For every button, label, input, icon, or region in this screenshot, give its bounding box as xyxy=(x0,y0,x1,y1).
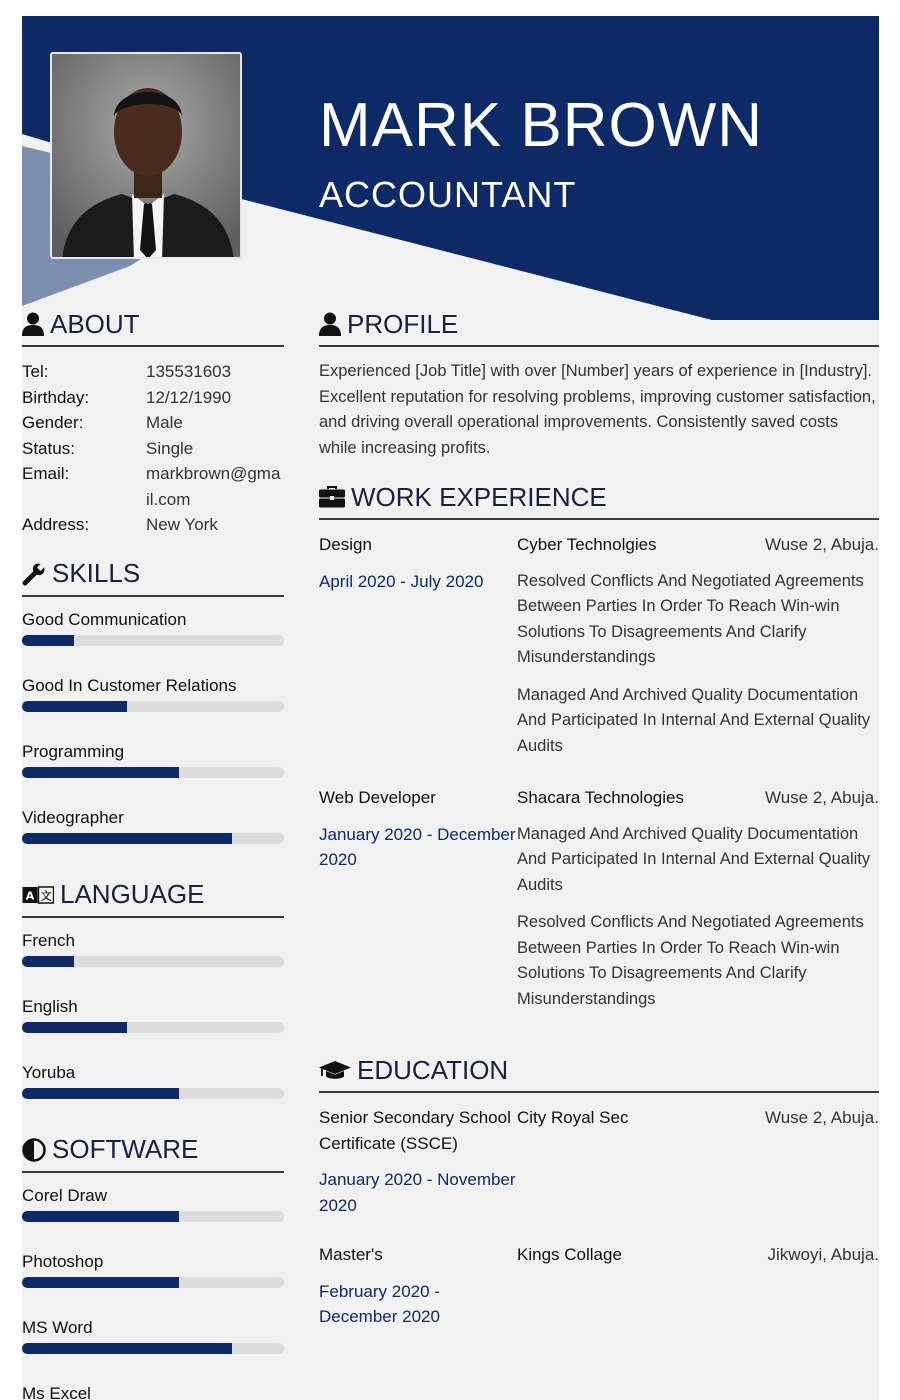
education-school: City Royal Sec xyxy=(517,1108,629,1127)
software-label: Corel Draw xyxy=(22,1185,108,1205)
skill-level-fill xyxy=(22,833,232,844)
briefcase-icon xyxy=(319,486,345,508)
job-right xyxy=(517,532,879,759)
contrast-icon xyxy=(22,1138,46,1162)
skill-level-fill xyxy=(22,635,74,646)
about-row xyxy=(22,461,284,512)
language-heading-text: LANGUAGE xyxy=(60,879,205,909)
user-icon xyxy=(22,312,44,336)
software-level-bar xyxy=(22,1211,284,1222)
skill-item xyxy=(22,807,284,859)
work-section xyxy=(319,479,879,1012)
about-value: Male xyxy=(146,413,183,432)
software-heading-text: SOFTWARE xyxy=(52,1134,199,1164)
skill-level-fill xyxy=(22,767,179,778)
job-dates: January 2020 - December 2020 xyxy=(319,824,516,869)
job-company: Cyber Technolgies xyxy=(517,535,657,554)
software-level-fill xyxy=(22,1277,179,1288)
about-key: Email: xyxy=(22,464,70,483)
skills-heading xyxy=(22,556,284,597)
education-degree: Master's xyxy=(319,1245,383,1264)
language-icon xyxy=(22,885,54,905)
profile-section xyxy=(319,306,879,461)
software-level-fill xyxy=(22,1343,232,1354)
job-dates: April 2020 - July 2020 xyxy=(319,571,484,591)
job-location: Wuse 2, Abuja. xyxy=(764,535,879,554)
language-level-fill xyxy=(22,1022,127,1033)
skill-label: Programming xyxy=(22,741,125,761)
software-label: Photoshop xyxy=(22,1251,104,1271)
profile-photo xyxy=(50,52,242,259)
software-spacer xyxy=(22,1288,284,1303)
language-level-fill xyxy=(22,1088,179,1099)
svg-text:A: A xyxy=(25,889,35,902)
about-row xyxy=(22,410,284,436)
about-key: Status: xyxy=(22,438,75,458)
software-list xyxy=(22,1185,284,1400)
education-right xyxy=(517,1105,879,1218)
education-location: Wuse 2, Abuja. xyxy=(764,1108,879,1127)
education-entry xyxy=(319,1105,879,1218)
software-item xyxy=(22,1185,284,1237)
language-label: English xyxy=(22,996,78,1016)
skill-level-bar xyxy=(22,635,284,646)
software-level-bar xyxy=(22,1343,284,1354)
education-school-line xyxy=(517,1242,879,1268)
profile-heading xyxy=(319,306,879,347)
education-dates: February 2020 - December 2020 xyxy=(319,1281,440,1326)
job-company: Shacara Technologies xyxy=(517,788,684,807)
skills-section xyxy=(22,556,284,859)
skill-label: Good In Customer Relations xyxy=(22,675,237,695)
about-row xyxy=(22,436,284,462)
education-left xyxy=(319,1242,517,1330)
job-left xyxy=(319,532,517,759)
job-left xyxy=(319,785,517,1012)
left-column xyxy=(22,306,284,1400)
about-key: Tel: xyxy=(22,362,49,381)
language-section xyxy=(22,877,284,1114)
work-heading xyxy=(319,479,879,520)
job-role: Web Developer xyxy=(319,788,436,807)
about-value: 135531603 xyxy=(146,362,232,381)
software-level-fill xyxy=(22,1211,179,1222)
right-column xyxy=(319,306,879,1330)
skill-spacer xyxy=(22,646,284,661)
job-entry xyxy=(319,785,879,1012)
language-spacer xyxy=(22,1033,284,1048)
about-section xyxy=(22,306,284,538)
skill-level-bar xyxy=(22,701,284,712)
skill-item xyxy=(22,675,284,727)
language-level-fill xyxy=(22,956,74,967)
about-key: Birthday: xyxy=(22,387,90,407)
skills-heading-text: SKILLS xyxy=(52,558,141,588)
software-item xyxy=(22,1317,284,1369)
software-item xyxy=(22,1383,284,1400)
software-spacer xyxy=(22,1222,284,1237)
language-level-bar xyxy=(22,1022,284,1033)
job-description: Resolved Conflicts And Negotiated Agreements Between Parties In Order To Reach Win-win Solutions To Disagreements And Clarify Misunderstandings xyxy=(517,571,864,666)
job-company-line xyxy=(517,532,879,558)
skill-label: Good Communication xyxy=(22,609,187,629)
job-role: Design xyxy=(319,535,372,554)
education-dates: January 2020 - November 2020 xyxy=(319,1170,516,1215)
skill-spacer xyxy=(22,712,284,727)
language-label: French xyxy=(22,930,75,950)
about-row xyxy=(22,512,284,538)
language-heading xyxy=(22,877,284,918)
skill-level-fill xyxy=(22,701,127,712)
about-value: New York xyxy=(146,515,218,534)
education-heading-text: EDUCATION xyxy=(357,1054,509,1085)
language-item xyxy=(22,1062,284,1114)
job-entry xyxy=(319,532,879,759)
about-value: markbrown@gmail.com xyxy=(146,464,281,509)
work-list xyxy=(319,532,879,1012)
software-label: Ms Excel xyxy=(22,1383,91,1400)
job-right xyxy=(517,785,879,1012)
education-entry xyxy=(319,1242,879,1330)
software-heading xyxy=(22,1132,284,1173)
education-degree: Senior Secondary School Certificate (SSCE) xyxy=(319,1108,511,1153)
skill-label: Videographer xyxy=(22,807,124,827)
svg-text:文: 文 xyxy=(40,889,52,902)
skills-list xyxy=(22,609,284,859)
job-description: Managed And Archived Quality Documentation And Participated In Internal And External Quality Audits xyxy=(517,685,871,755)
education-location: Jikwoyi, Abuja. xyxy=(767,1245,879,1264)
person-job-title: ACCOUNTANT xyxy=(319,174,577,215)
language-list xyxy=(22,930,284,1114)
about-heading xyxy=(22,306,284,347)
graduation-cap-icon xyxy=(319,1059,351,1081)
software-label: MS Word xyxy=(22,1317,93,1337)
about-heading-text: ABOUT xyxy=(50,308,140,339)
software-item xyxy=(22,1251,284,1303)
education-school: Kings Collage xyxy=(517,1245,622,1264)
education-left xyxy=(319,1105,517,1218)
skill-level-bar xyxy=(22,833,284,844)
person-name: MARK BROWN xyxy=(319,91,763,160)
skill-level-bar xyxy=(22,767,284,778)
about-row xyxy=(22,385,284,411)
education-school-line xyxy=(517,1105,879,1131)
education-list xyxy=(319,1105,879,1330)
about-key: Gender: xyxy=(22,413,84,432)
education-heading xyxy=(319,1052,879,1093)
skill-item xyxy=(22,609,284,661)
software-level-bar xyxy=(22,1277,284,1288)
language-spacer xyxy=(22,1099,284,1114)
profile-heading-text: PROFILE xyxy=(347,308,459,339)
about-row xyxy=(22,359,284,385)
skill-spacer xyxy=(22,844,284,859)
job-description: Managed And Archived Quality Documentation And Participated In Internal And External Quality Audits xyxy=(517,824,871,894)
language-item xyxy=(22,930,284,982)
about-list xyxy=(22,359,284,538)
about-key: Address: xyxy=(22,515,90,534)
software-section xyxy=(22,1132,284,1400)
software-spacer xyxy=(22,1354,284,1369)
about-value: 12/12/1990 xyxy=(146,387,232,407)
skill-spacer xyxy=(22,778,284,793)
work-heading-text: WORK EXPERIENCE xyxy=(351,481,607,512)
job-description: Resolved Conflicts And Negotiated Agreements Between Parties In Order To Reach Win-win Solutions To Disagreements And Clarify Misunderstandings xyxy=(517,913,864,1008)
job-company-line xyxy=(517,785,879,811)
resume-page xyxy=(22,16,879,1400)
language-label: Yoruba xyxy=(22,1062,76,1082)
language-spacer xyxy=(22,967,284,982)
wrench-icon xyxy=(22,562,46,586)
user-icon xyxy=(319,312,341,336)
language-level-bar xyxy=(22,956,284,967)
education-right xyxy=(517,1242,879,1330)
job-location: Wuse 2, Abuja. xyxy=(764,788,879,807)
language-level-bar xyxy=(22,1088,284,1099)
education-section xyxy=(319,1052,879,1330)
skill-item xyxy=(22,741,284,793)
language-item xyxy=(22,996,284,1048)
about-value: Single xyxy=(146,438,194,458)
profile-summary: Experienced [Job Title] with over [Number] years of experience in [Industry]. Excellent reputation for resolving problems, improving customer satisfaction, and driving overall operational improvements. Consistently saved costs while increasing profits. xyxy=(319,362,876,457)
